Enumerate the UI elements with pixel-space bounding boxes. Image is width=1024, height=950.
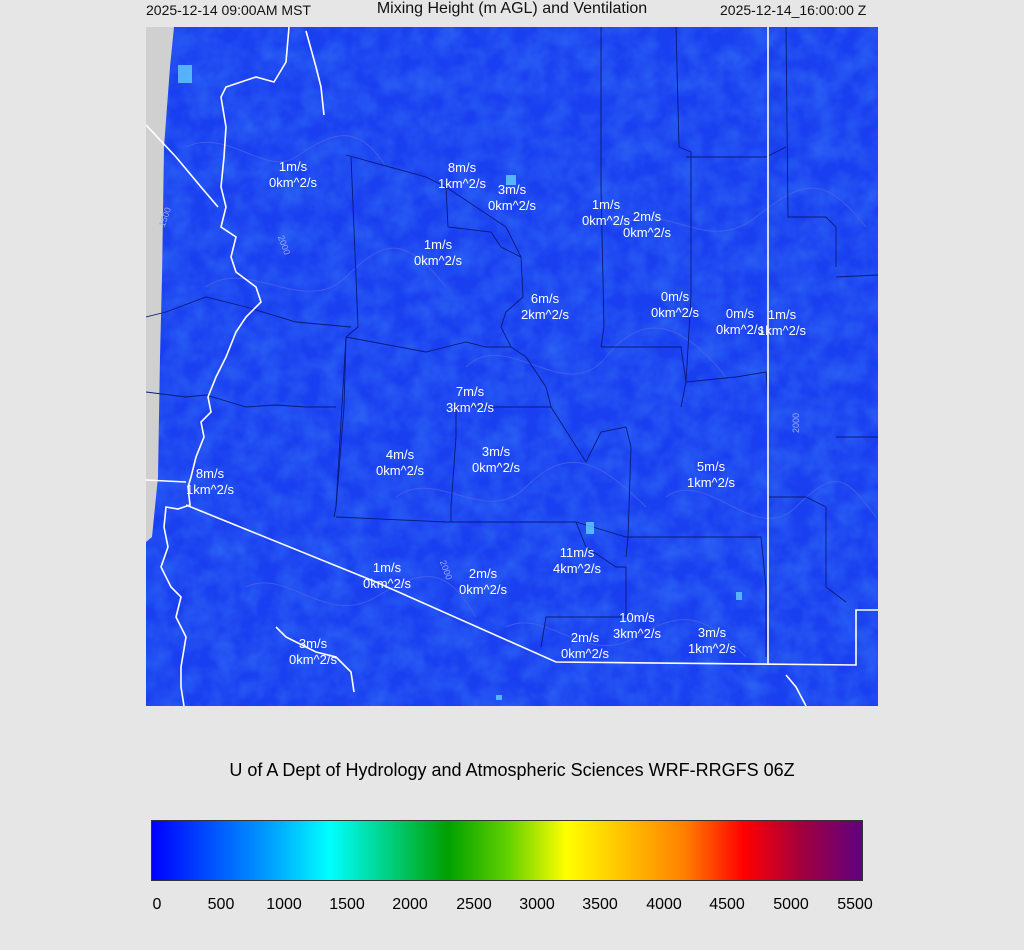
station-vent: 0km^2/s — [375, 463, 425, 478]
station-vent: 1km^2/s — [686, 475, 736, 490]
station-wind: 4m/s — [385, 447, 415, 462]
station-label — [376, 447, 424, 479]
station-label — [472, 444, 520, 476]
station-vent: 0km^2/s — [622, 225, 672, 240]
station-wind: 8m/s — [447, 160, 477, 175]
station-vent: 0km^2/s — [458, 582, 508, 597]
station-wind: 7m/s — [455, 384, 485, 399]
station-vent: 0km^2/s — [413, 253, 463, 268]
station-label — [446, 384, 494, 416]
station-wind: 0m/s — [660, 289, 690, 304]
station-vent: 1km^2/s — [757, 323, 807, 338]
map-layers — [146, 27, 878, 706]
contour-label: 2000 — [437, 558, 455, 582]
station-wind: 8m/s — [195, 466, 225, 481]
station-vent: 4km^2/s — [552, 561, 602, 576]
valid-time-utc: 2025-12-14_16:00:00 Z — [720, 2, 867, 18]
contour-label: 1500 — [156, 205, 174, 229]
station-label — [488, 182, 536, 214]
station-vent: 3km^2/s — [612, 626, 662, 641]
colorbar-tick: 2500 — [456, 896, 492, 913]
station-label — [688, 625, 736, 657]
station-vent: 0km^2/s — [581, 213, 631, 228]
station-label — [459, 566, 507, 598]
colorbar-tick: 5000 — [773, 896, 809, 913]
station-wind: 3m/s — [481, 444, 511, 459]
station-wind: 3m/s — [298, 636, 328, 651]
station-label — [758, 307, 806, 339]
station-wind: 1m/s — [591, 197, 621, 212]
station-vent: 2km^2/s — [520, 307, 570, 322]
mixing-height-map — [146, 27, 878, 706]
station-wind: 5m/s — [696, 459, 726, 474]
colorbar-tick: 500 — [207, 896, 235, 913]
station-wind: 1m/s — [278, 159, 308, 174]
colorbar-tick: 3000 — [519, 896, 555, 913]
station-label — [414, 237, 462, 269]
station-wind: 2m/s — [570, 630, 600, 645]
station-wind: 2m/s — [632, 209, 662, 224]
station-wind: 3m/s — [497, 182, 527, 197]
station-wind: 0m/s — [725, 306, 755, 321]
station-wind: 1m/s — [423, 237, 453, 252]
station-vent: 1km^2/s — [437, 176, 487, 191]
station-label — [363, 560, 411, 592]
station-vent: 0km^2/s — [268, 175, 318, 190]
station-vent: 0km^2/s — [560, 646, 610, 661]
colorbar-tick: 4500 — [709, 896, 745, 913]
station-label — [613, 610, 661, 642]
valid-time-local: 2025-12-14 09:00AM MST — [146, 2, 311, 18]
station-vent: 3km^2/s — [445, 400, 495, 415]
station-wind: 11m/s — [559, 545, 595, 560]
station-label — [269, 159, 317, 191]
station-wind: 1m/s — [372, 560, 402, 575]
colorbar-tick: 1000 — [266, 896, 302, 913]
colorbar-tick: 3500 — [582, 896, 618, 913]
station-label — [438, 160, 486, 192]
station-vent: 0km^2/s — [288, 652, 338, 667]
station-vent: 0km^2/s — [487, 198, 537, 213]
station-label — [553, 545, 601, 577]
model-credit: U of A Dept of Hydrology and Atmospheric Sciences WRF-RRGFS 06Z — [229, 760, 795, 780]
contour-label: 2000 — [791, 412, 802, 434]
colorbar-tick: 4000 — [646, 896, 682, 913]
station-wind: 1m/s — [767, 307, 797, 322]
station-vent: 0km^2/s — [471, 460, 521, 475]
station-wind: 3m/s — [697, 625, 727, 640]
station-vent: 0km^2/s — [715, 322, 765, 337]
colorbar-tick: 1500 — [329, 896, 365, 913]
station-wind: 2m/s — [468, 566, 498, 581]
station-vent: 0km^2/s — [650, 305, 700, 320]
contour-label: 2000 — [275, 233, 293, 257]
colorbar-tick: 0 — [152, 896, 162, 913]
station-label — [623, 209, 671, 241]
station-label — [561, 630, 609, 662]
station-vent: 0km^2/s — [362, 576, 412, 591]
station-label — [716, 306, 764, 338]
station-label — [651, 289, 699, 321]
station-wind: 10m/s — [619, 610, 655, 625]
station-label — [687, 459, 735, 491]
station-wind: 6m/s — [530, 291, 560, 306]
colorbar-tick: 5500 — [837, 896, 873, 913]
map-title: Mixing Height (m AGL) and Ventilation — [376, 0, 648, 17]
station-label — [289, 636, 337, 668]
colorbar — [151, 820, 863, 881]
station-label — [521, 291, 569, 323]
station-label — [186, 466, 234, 498]
station-vent: 1km^2/s — [687, 641, 737, 656]
colorbar-tick: 2000 — [392, 896, 428, 913]
station-vent: 1km^2/s — [185, 482, 235, 497]
